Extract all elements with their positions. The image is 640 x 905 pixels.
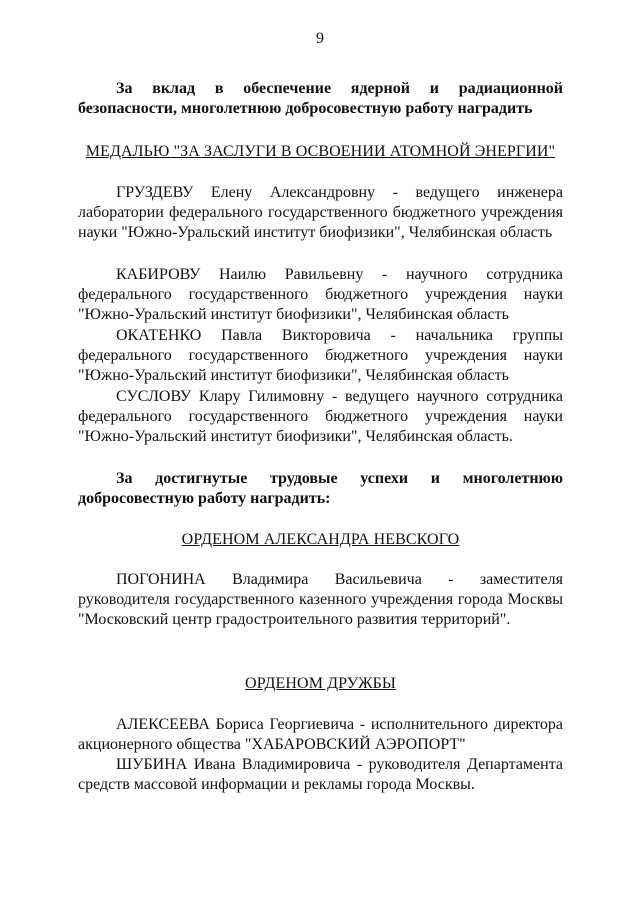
page-number: 9 bbox=[316, 30, 324, 47]
section2-award-title: ОРДЕНОМ АЛЕКСАНДРА НЕВСКОГО bbox=[181, 531, 460, 548]
section1-person-2: КАБИРОВУ Наилю Равильевну - научного сотрудника федерального государственного бюджетного учреждения науки "Южно-Уральский институт биофизики", Челябинская область bbox=[78, 266, 563, 323]
section1-award-title: МЕДАЛЬЮ "ЗА ЗАСЛУГИ В ОСВОЕНИИ АТОМНОЙ ЭНЕРГИИ" bbox=[85, 143, 556, 160]
section1-person-1: ГРУЗДЕВУ Елену Александровну - ведущего инженера лаборатории федерального государственного бюджетного учреждения науки "Южно-Уральский институт биофизики", Челябинская область bbox=[78, 184, 563, 241]
section3-person-2: ШУБИНА Ивана Владимировича - руководителя Департамента средств массовой информации и рекламы города Москвы. bbox=[78, 756, 563, 793]
section2-person-1: ПОГОНИНА Владимира Васильевича - заместителя руководителя государственного казенного учреждения города Москвы "Московский центр градостроительного развития территорий". bbox=[78, 571, 563, 628]
section1-intro: За вклад в обеспечение ядерной и радиационной безопасности, многолетнюю добросовестную работу наградить bbox=[78, 80, 563, 117]
section1-person-4: СУСЛОВУ Клару Гилимовну - ведущего научного сотрудника федерального государственного бюджетного учреждения науки "Южно-Уральский институт биофизики", Челябинская область. bbox=[78, 388, 563, 445]
section2-intro: За достигнутые трудовые успехи и многолетнюю добросовестную работу наградить: bbox=[78, 470, 563, 507]
section3-award-title: ОРДЕНОМ ДРУЖБЫ bbox=[245, 675, 396, 692]
section3-person-1: АЛЕКСЕЕВА Бориса Георгиевича - исполнительного директора акционерного общества "ХАБАРОВСКИЙ АЭРОПОРТ" bbox=[78, 716, 563, 753]
section1-person-3: ОКАТЕНКО Павла Викторовича - начальника группы федерального государственного бюджетного учреждения науки "Южно-Уральский институт биофизики", Челябинская область bbox=[78, 327, 563, 384]
